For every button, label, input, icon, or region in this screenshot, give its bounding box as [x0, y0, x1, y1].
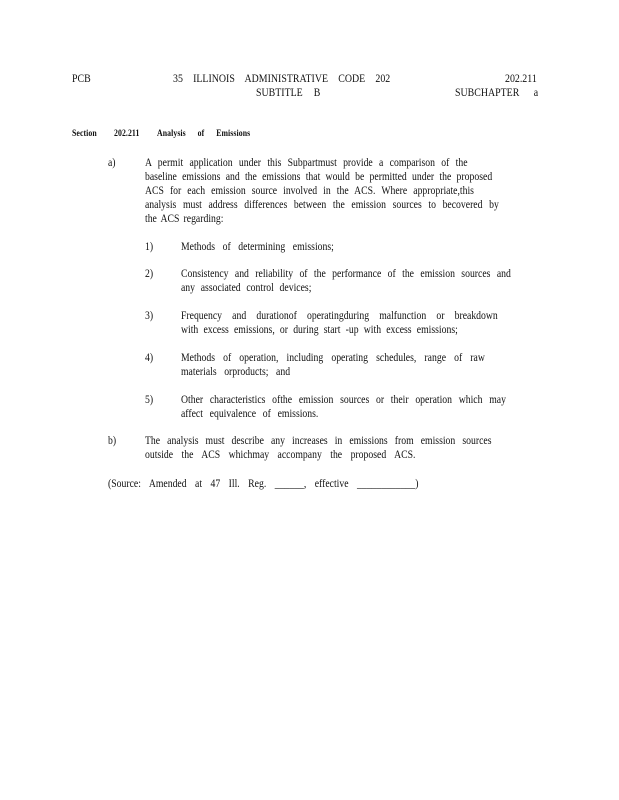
paragraph-a-line-2: baseline emissions and the emissions that would be permitted under the proposed [145, 171, 493, 183]
item-5-line-2: affect equivalence of emissions. [181, 408, 319, 420]
section-title: Analysis of Emissions [157, 129, 251, 139]
item-5-label: 5) [145, 394, 154, 406]
paragraph-a-line-1: A permit application under this Subpartmust provide a comparison of the [145, 157, 468, 169]
paragraph-b-line-1: The analysis must describe any increases in emissions from emission sources [145, 435, 492, 447]
section-label: Section [72, 129, 97, 139]
item-4-line-2: materials orproducts; and [181, 366, 291, 378]
item-3-line-2: with excess emissions, or during start -up with excess emissions; [181, 324, 458, 336]
header-section-number: 202.211 [505, 73, 537, 85]
item-1-line-1: Methods of determining emissions; [181, 241, 334, 253]
source-note: (Source: Amended at 47 Ill. Reg. ______, effective ____________) [108, 478, 419, 490]
item-1-label: 1) [145, 241, 154, 253]
paragraph-a-label: a) [108, 157, 116, 169]
paragraph-b-label: b) [108, 435, 117, 447]
paragraph-a-line-5: the ACS regarding: [145, 213, 224, 225]
item-2-line-2: any associated control devices; [181, 282, 312, 294]
item-2-label: 2) [145, 268, 154, 280]
item-3-line-1: Frequency and durationof operatingduring malfunction or breakdown [181, 310, 498, 322]
header-code-title: 35 ILLINOIS ADMINISTRATIVE CODE 202 [173, 73, 391, 85]
item-3-label: 3) [145, 310, 154, 322]
header-subtitle: SUBTITLE B [256, 87, 321, 99]
item-4-label: 4) [145, 352, 154, 364]
header-subchapter: SUBCHAPTER a [455, 87, 539, 99]
item-2-line-1: Consistency and reliability of the performance of the emission sources and [181, 268, 511, 280]
paragraph-a-line-3: ACS for each emission source involved in the ACS. Where appropriate,this [145, 185, 474, 197]
item-4-line-1: Methods of operation, including operating schedules, range of raw [181, 352, 485, 364]
item-5-line-1: Other characteristics ofthe emission sources or their operation which may [181, 394, 506, 406]
paragraph-b-line-2: outside the ACS whichmay accompany the proposed ACS. [145, 449, 416, 461]
header-agency: PCB [72, 73, 91, 85]
section-number: 202.211 [114, 129, 140, 139]
paragraph-a-line-4: analysis must address differences between the emission sources to becovered by [145, 199, 499, 211]
